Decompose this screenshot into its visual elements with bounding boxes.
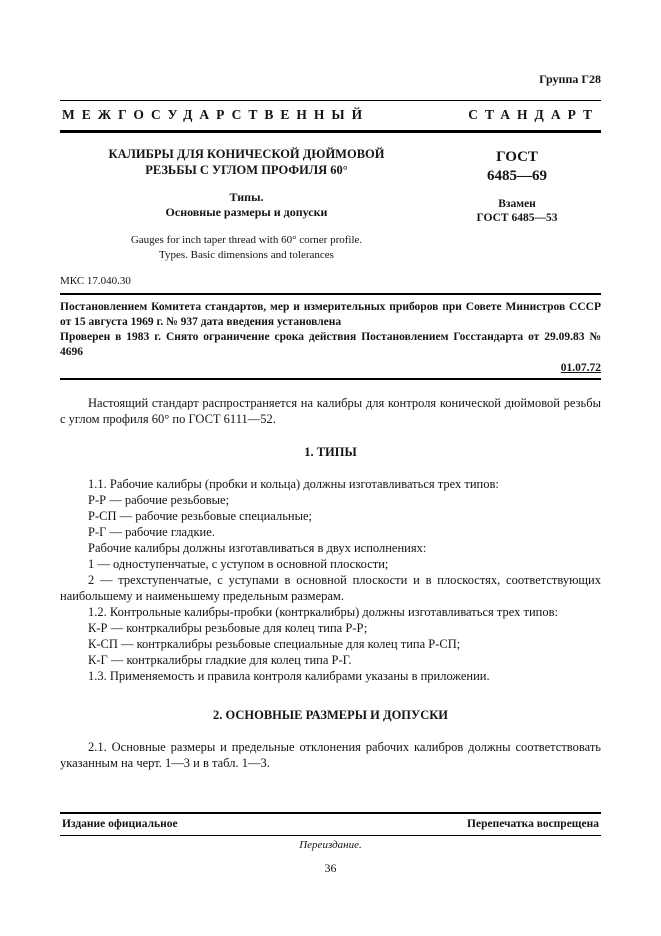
- paragraph-type-rsp: Р-СП — рабочие резьбовые специальные;: [88, 509, 313, 524]
- english-title-line-1: Gauges for inch taper thread with 60° corner profile.: [130, 233, 363, 246]
- section-2-heading: 2. ОСНОВНЫЕ РАЗМЕРЫ И ДОПУСКИ: [212, 708, 449, 723]
- paragraph-execution-1: 1 — одноступенчатые, с уступом в основной плоскости;: [88, 557, 389, 572]
- paragraph-execution-2: 2 — трехступенчатые, с уступами в основной плоскости и в плоскостях, соответствующих наибольшему и наименьшему предельным размерам.: [60, 573, 601, 604]
- footer-divider: [60, 835, 601, 836]
- page-footer: [60, 812, 601, 876]
- replaces-note: [433, 197, 601, 227]
- reissue-label: Переиздание.: [299, 839, 362, 851]
- replaces-label: Взамен: [498, 197, 536, 210]
- paragraph-1-3: 1.3. Применяемость и правила контроля калибрами указаны в приложении.: [88, 669, 490, 684]
- paragraph-type-kr: К-Р — контркалибры резьбовые для колец типа Р-Р;: [88, 621, 368, 636]
- paragraph-1-2: 1.2. Контрольные калибры-пробки (контркалибры) должны изготавливаться трех типов:: [88, 605, 558, 620]
- standard-word-interstate: МЕЖГОСУДАРСТВЕННЫЙ: [62, 107, 370, 122]
- gost-designation: [433, 148, 601, 186]
- paragraph-2-1: 2.1. Основные размеры и предельные отклонения рабочих калибров должны соответствовать указанным на черт. 1—3 и в табл. 1—3.: [60, 740, 601, 771]
- reprint-prohibited-label: Перепечатка воспрещена: [467, 818, 599, 830]
- paragraph-type-ksp: К-СП — контркалибры резьбовые специальные для колец типа Р-СП;: [88, 637, 461, 652]
- document-title: [66, 146, 427, 179]
- english-title: [66, 233, 427, 263]
- document-subtitle-line-2: Основные размеры и допуски: [165, 205, 328, 220]
- document-subtitle: [66, 190, 427, 221]
- gost-number: 6485—69: [487, 167, 547, 184]
- page-number: 36: [324, 861, 337, 875]
- decree-block: [60, 293, 601, 380]
- document-subtitle-line-1: Типы.: [229, 189, 264, 204]
- standard-word-standard: СТАНДАРТ: [468, 107, 599, 122]
- intro-paragraph: Настоящий стандарт распространяется на калибры для контроля конической дюймовой резьбы с углом профиля 60° по ГОСТ 6111—52.: [60, 396, 601, 427]
- effective-date: [60, 362, 601, 374]
- paragraph-type-kg: К-Г — контркалибры гладкие для колец типа Р-Г.: [88, 653, 352, 668]
- decree-check-note: Проверен в 1983 г. Снято ограничение срока действия Постановлением Госстандарта от 29.09.83 № 4696: [60, 331, 601, 359]
- mks-code: МКС 17.040.30: [60, 275, 131, 288]
- document-title-line-2: РЕЗЬБЫ С УГЛОМ ПРОФИЛЯ 60°: [145, 163, 348, 178]
- paragraph-type-rr: Р-Р — рабочие резьбовые;: [88, 493, 230, 508]
- decree-text: Постановлением Комитета стандартов, мер и измерительных приборов при Совете Министров СССР от 15 августа 1969 г. № 937 дата введения установлена: [60, 301, 601, 329]
- section-1-heading: 1. ТИПЫ: [304, 445, 357, 460]
- paragraph-type-rg: Р-Г — рабочие гладкие.: [88, 525, 215, 540]
- replaces-value: ГОСТ 6485—53: [476, 212, 558, 225]
- official-edition-label: Издание официальное: [62, 818, 178, 830]
- document-title-line-1: КАЛИБРЫ ДЛЯ КОНИЧЕСКОЙ ДЮЙМОВОЙ: [108, 147, 385, 161]
- footer-row: [60, 812, 601, 835]
- effective-date-value: 01.07.72: [560, 362, 601, 375]
- gost-label: ГОСТ: [496, 149, 538, 165]
- paragraph-1-1: 1.1. Рабочие калибры (пробки и кольца) должны изготавливаться трех типов:: [88, 477, 499, 492]
- title-block: [60, 146, 601, 262]
- group-label: Группа Г28: [539, 72, 601, 86]
- title-left-column: [60, 146, 433, 262]
- designation-column: [433, 146, 601, 262]
- english-title-line-2: Types. Basic dimensions and tolerances: [159, 248, 334, 261]
- standard-banner: [60, 100, 601, 133]
- paragraph-executions: Рабочие калибры должны изготавливаться в двух исполнениях:: [88, 541, 427, 556]
